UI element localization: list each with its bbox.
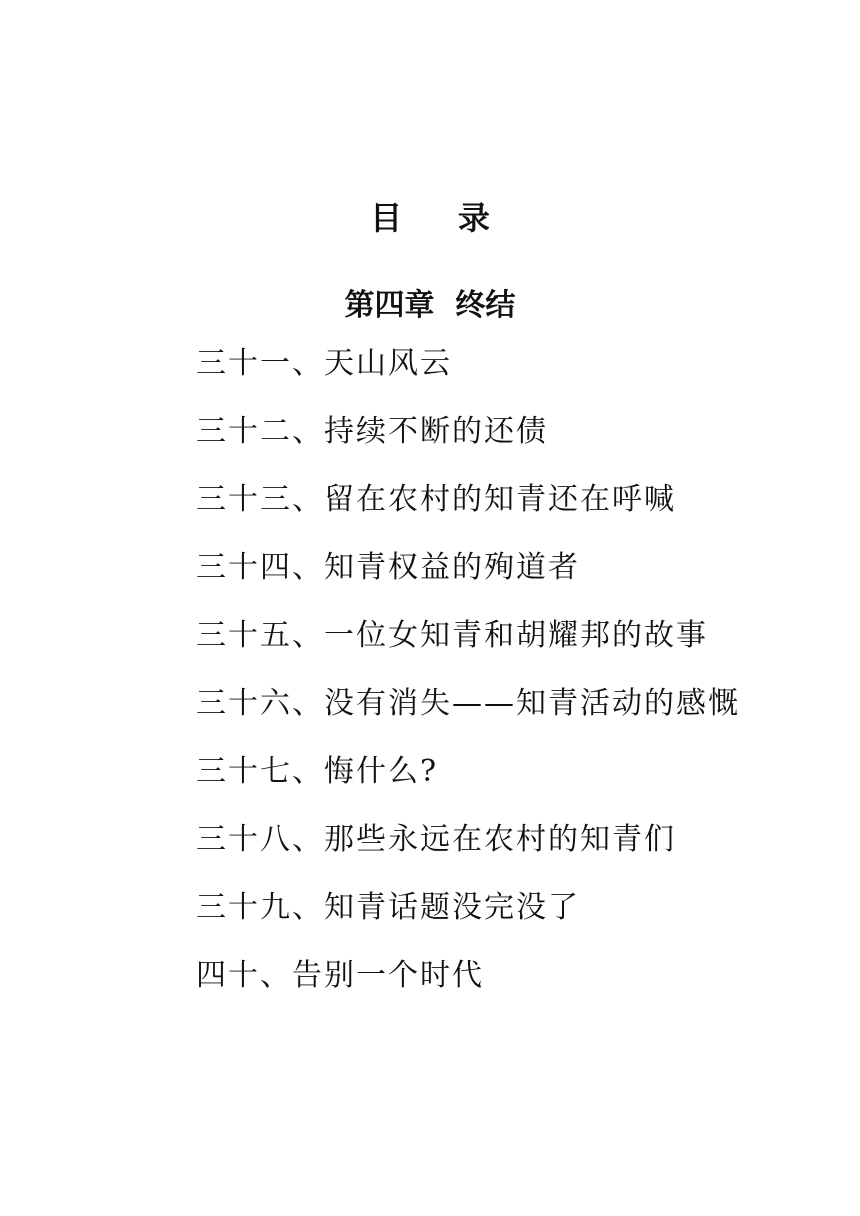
toc-item-31[interactable]: 三十一、天山风云 bbox=[196, 346, 452, 381]
toc-item-39[interactable]: 三十九、知青话题没完没了 bbox=[196, 890, 580, 925]
toc-item-32[interactable]: 三十二、持续不断的还债 bbox=[196, 414, 548, 449]
toc-item-37[interactable]: 三十七、悔什么? bbox=[196, 754, 439, 789]
toc-item-33[interactable]: 三十三、留在农村的知青还在呼喊 bbox=[196, 482, 676, 517]
toc-list bbox=[196, 338, 836, 1018]
toc-item-35[interactable]: 三十五、一位女知青和胡耀邦的故事 bbox=[196, 618, 708, 653]
toc-item-36[interactable]: 三十六、没有消失——知青活动的感慨 bbox=[196, 686, 740, 721]
toc-title: 目 录 bbox=[370, 199, 490, 237]
toc-item-40[interactable]: 四十、告别一个时代 bbox=[196, 958, 484, 993]
chapter-heading: 第四章 终结 bbox=[344, 288, 516, 323]
toc-item-38[interactable]: 三十八、那些永远在农村的知青们 bbox=[196, 822, 676, 857]
toc-item-34[interactable]: 三十四、知青权益的殉道者 bbox=[196, 550, 580, 585]
